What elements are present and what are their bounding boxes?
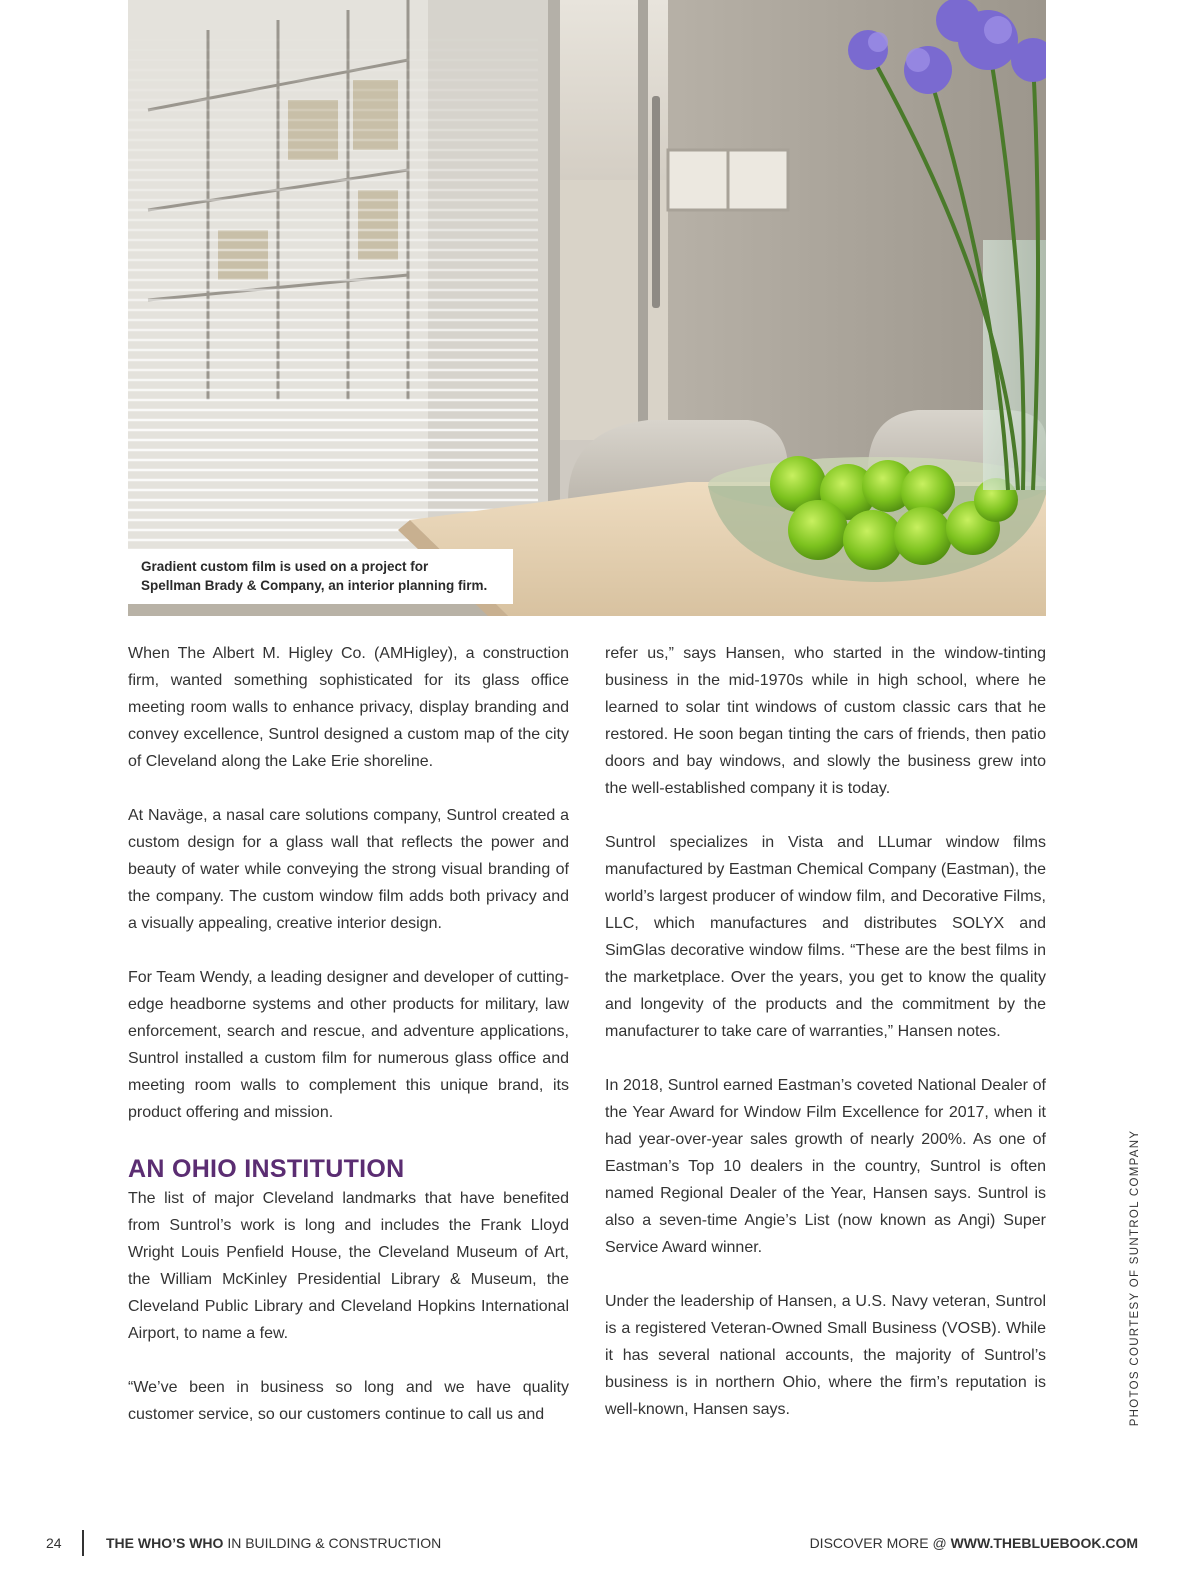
- section-heading: AN OHIO INSTITUTION: [128, 1155, 405, 1183]
- left-column: [128, 640, 569, 1428]
- caption-line: Spellman Brady & Company, an interior planning firm.: [141, 578, 488, 593]
- paragraph: At Naväge, a nasal care solutions company, Suntrol created a custom design for a glass wall that reflects the power and beauty of water while conveying the strong visual branding of the company. The custom window film adds both privacy and a visually appealing, creative interior design.: [128, 807, 569, 932]
- photo-caption: [128, 549, 513, 604]
- footer-divider: [82, 1530, 84, 1556]
- website-link[interactable]: WWW.THEBLUEBOOK.COM: [950, 1535, 1138, 1551]
- page-footer: [0, 1534, 1200, 1554]
- publication-title-rest: IN BUILDING & CONSTRUCTION: [223, 1535, 442, 1551]
- page-number: 24: [46, 1535, 62, 1551]
- publication-title: [106, 1535, 441, 1551]
- paragraph: “We’ve been in business so long and we have quality customer service, so our customers continue to call us and: [128, 1379, 569, 1423]
- photo-credit: [1129, 1129, 1145, 1427]
- paragraph: refer us,” says Hansen, who started in the window-tinting business in the mid-1970s while in high school, where he learned to solar tint windows of custom classic cars that he restored. He soon began tinting the cars of friends, then patio doors and bay windows, and slowly the business grew into the well-established company it is today.: [605, 645, 1046, 797]
- office-photo: [128, 0, 1046, 616]
- right-column: [605, 640, 1046, 1423]
- paragraph: When The Albert M. Higley Co. (AMHigley), a construction firm, wanted something sophisticated for its glass office meeting room walls to enhance privacy, display branding and convey excellence, Suntrol designed a custom map of the city of Cleveland along the Lake Erie shoreline.: [128, 645, 569, 770]
- paragraph: The list of major Cleveland landmarks that have benefited from Suntrol’s work is long and includes the Frank Lloyd Wright Louis Penfield House, the Cleveland Museum of Art, the William McKinley Presidential Library & Museum, the Cleveland Public Library and Cleveland Hopkins International Airport, to name a few.: [128, 1190, 569, 1342]
- discover-prefix: DISCOVER MORE @: [809, 1535, 951, 1551]
- paragraph: In 2018, Suntrol earned Eastman’s coveted National Dealer of the Year Award for Window Film Excellence for 2017, when it had year-over-year sales growth of nearly 200%. As one of Eastman’s Top 10 dealers in the country, Suntrol is often named Regional Dealer of the Year, Hansen says. Suntrol is also a seven-time Angie’s List (now known as Angi) Super Service Award winner.: [605, 1077, 1046, 1256]
- paragraph: Under the leadership of Hansen, a U.S. Navy veteran, Suntrol is a registered Veteran-Owned Small Business (VOSB). While it has several national accounts, the majority of Suntrol’s business is in northern Ohio, where the firm’s reputation is well-known, Hansen says.: [605, 1293, 1046, 1418]
- caption-line: Gradient custom film is used on a project for: [141, 559, 429, 574]
- paragraph: Suntrol specializes in Vista and LLumar window films manufactured by Eastman Chemical Company (Eastman), the world’s largest producer of window film, and Decorative Films, LLC, which manufactures and distributes SOLYX and SimGlas decorative window films. “These are the best films in the marketplace. Over the years, you get to know the quality and longevity of the products and the commitment by the manufacturer to take care of warranties,” Hansen notes.: [605, 834, 1046, 1040]
- publication-title-bold: THE WHO’S WHO: [106, 1535, 224, 1551]
- paragraph: For Team Wendy, a leading designer and developer of cutting-edge headborne systems and other products for military, law enforcement, search and rescue, and adventure applications, Suntrol installed a custom film for numerous glass office and meeting room walls to complement this unique brand, its product offering and mission.: [128, 969, 569, 1121]
- photo-credit-text: PHOTOS COURTESY OF SUNTROL COMPANY: [1129, 1129, 1141, 1427]
- discover-more: [810, 1535, 1138, 1551]
